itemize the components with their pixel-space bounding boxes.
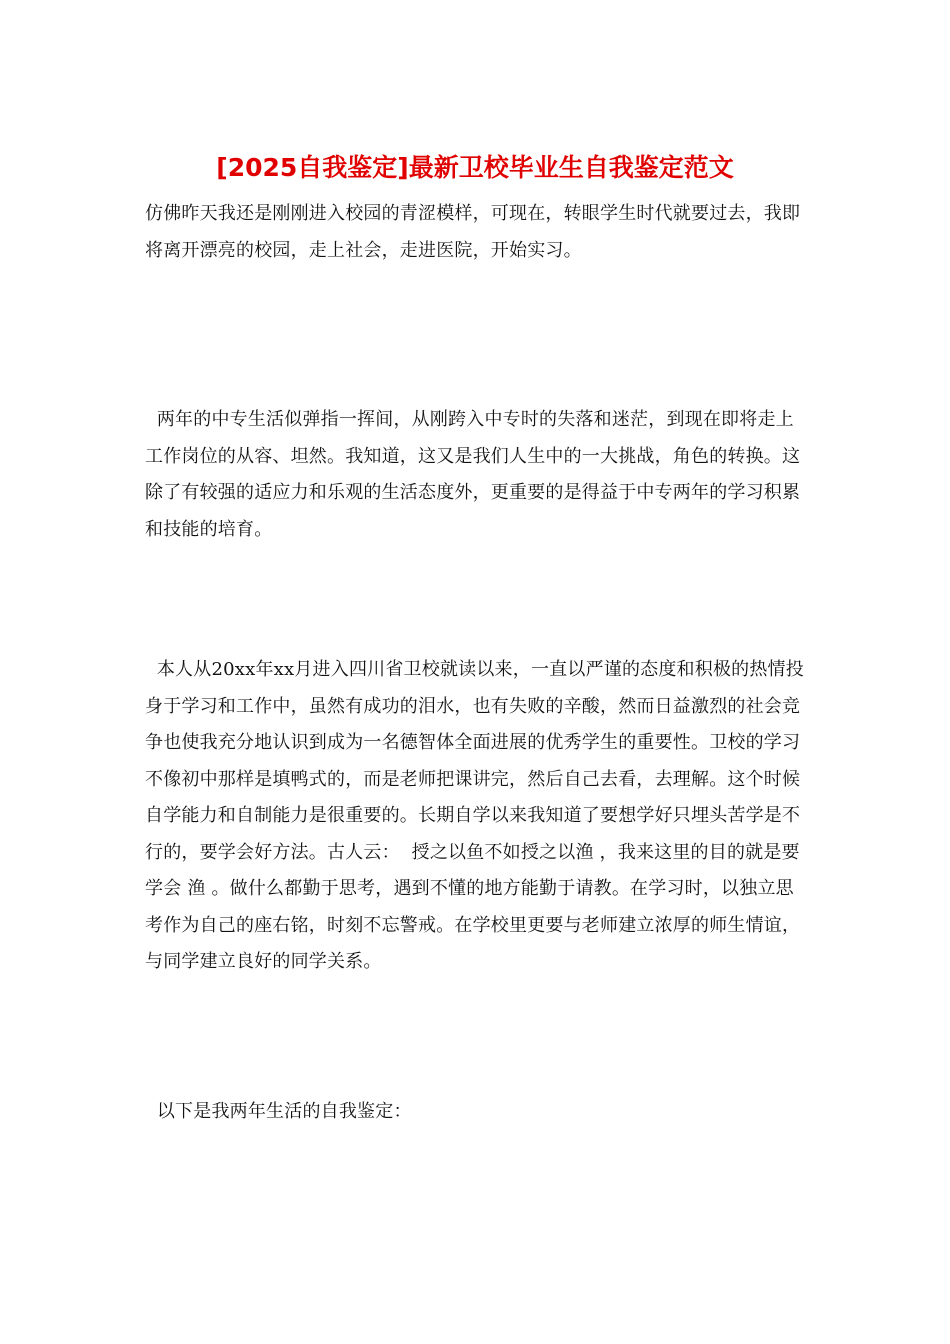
- paragraph-following: 以下是我两年生活的自我鉴定：: [145, 1101, 412, 1122]
- paragraph-study: 本人从20xx年xx月进入四川省卫校就读以来，一直以严谨的态度和积极的热情投身于学习和工作中，虽然有成功的泪水，也有失败的辛酸，然而日益激烈的社会竞争也使我充分地认识到成为一名德智体全面进展的优秀学生的重要性。卫校的学习不像初中那样是填鸭式的，而是老师把课讲完，然后自己去看，去理解。这个时候自学能力和自制能力是很重要的。长期自学以来我知道了要想学好只埋头苦学是不行的，要学会好方法。古人云： 授之以鱼不如授之以渔 ，我来这里的目的就是要学会 渔 。做什么都勤于思考，遇到不懂的地方能勤于请教。在学习时，以独立思考作为自己的座右铭，时刻不忘警戒。在学校里更要与老师建立浓厚的师生情谊，与同学建立良好的同学关系。: [145, 659, 804, 972]
- document-title: [2025自我鉴定]最新卫校毕业生自我鉴定范文: [216, 153, 734, 182]
- paragraph-two-years: 两年的中专生活似弹指一挥间，从刚跨入中专时的失落和迷茫，到现在即将走上工作岗位的从容、坦然。我知道，这又是我们人生中的一大挑战，角色的转换。这除了有较强的适应力和乐观的生活态度外，更重要的是得益于中专两年的学习积累和技能的培育。: [145, 409, 801, 540]
- paragraph-intro: 仿佛昨天我还是刚刚进入校园的青涩模样，可现在，转眼学生时代就要过去，我即将离开漂亮的校园，走上社会，走进医院，开始实习。: [145, 203, 801, 261]
